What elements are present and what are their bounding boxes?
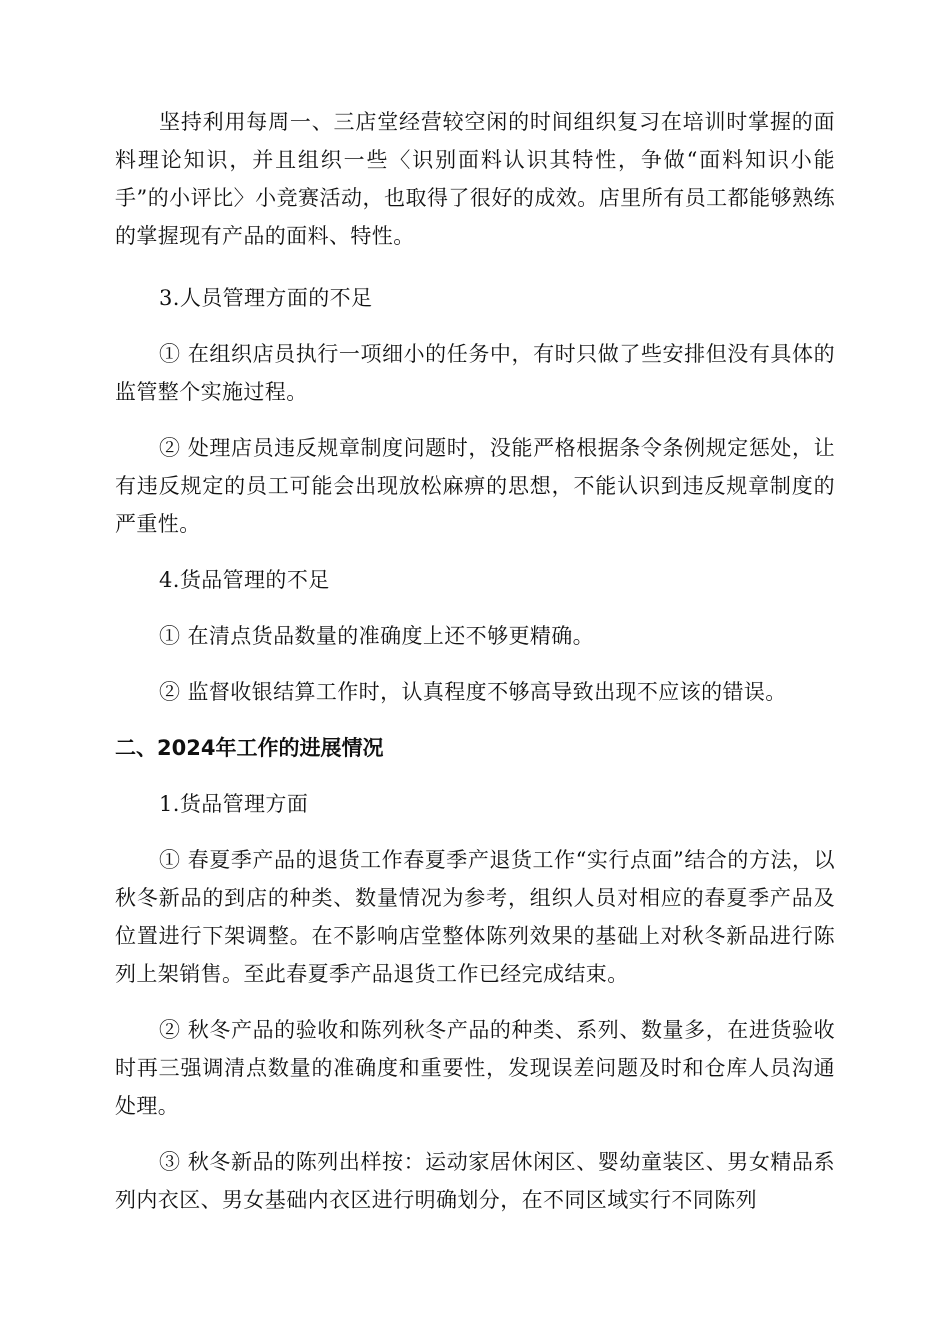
paragraph-personnel-item-2: ② 处理店员违反规章制度问题时，没能严格根据条令条例规定惩处，让有违反规定的员工可能会出现放松麻痹的思想，不能认识到违反规章制度的严重性。 (115, 436, 835, 536)
paragraph-fabric-training: 坚持利用每周一、三店堂经营较空闲的时间组织复习在培训时掌握的面料理论知识，并且组织一些〈识别面料认识其特性，争做“面料知识小能手”的小评比〉小竞赛活动，也取得了很好的成效。店里所有员工都能够熟练的掌握现有产品的面料、特性。 (115, 110, 835, 248)
document-body (115, 103, 835, 1237)
section-heading-2024-progress: 二、2024年工作的进展情况 (115, 736, 384, 760)
subheading-personnel-shortcomings: 3.人员管理方面的不足 (159, 286, 373, 310)
subheading-goods-management: 1.货品管理方面 (159, 792, 309, 816)
paragraph-spring-summer-returns: ① 春夏季产品的退货工作春夏季产退货工作“实行点面”结合的方法，以秋冬新品的到店的种类、数量情况为参考，组织人员对相应的春夏季产品及位置进行下架调整。在不影响店堂整体陈列效果的基础上对秋冬新品进行陈列上架销售。至此春夏季产品退货工作已经完成结束。 (115, 848, 835, 986)
paragraph-goods-item-2: ② 监督收银结算工作时，认真程度不够高导致出现不应该的错误。 (159, 680, 787, 704)
paragraph-autumn-winter-acceptance: ② 秋冬产品的验收和陈列秋冬产品的种类、系列、数量多，在进货验收时再三强调清点数量的准确度和重要性，发现误差问题及时和仓库人员沟通处理。 (115, 1018, 835, 1118)
paragraph-personnel-item-1: ① 在组织店员执行一项细小的任务中，有时只做了些安排但没有具体的监管整个实施过程。 (115, 342, 835, 404)
paragraph-autumn-winter-display: ③ 秋冬新品的陈列出样按：运动家居休闲区、婴幼童装区、男女精品系列内衣区、男女基础内衣区进行明确划分，在不同区域实行不同陈列 (115, 1150, 835, 1212)
paragraph-goods-item-1: ① 在清点货品数量的准确度上还不够更精确。 (159, 624, 595, 648)
subheading-goods-shortcomings: 4.货品管理的不足 (159, 568, 330, 592)
